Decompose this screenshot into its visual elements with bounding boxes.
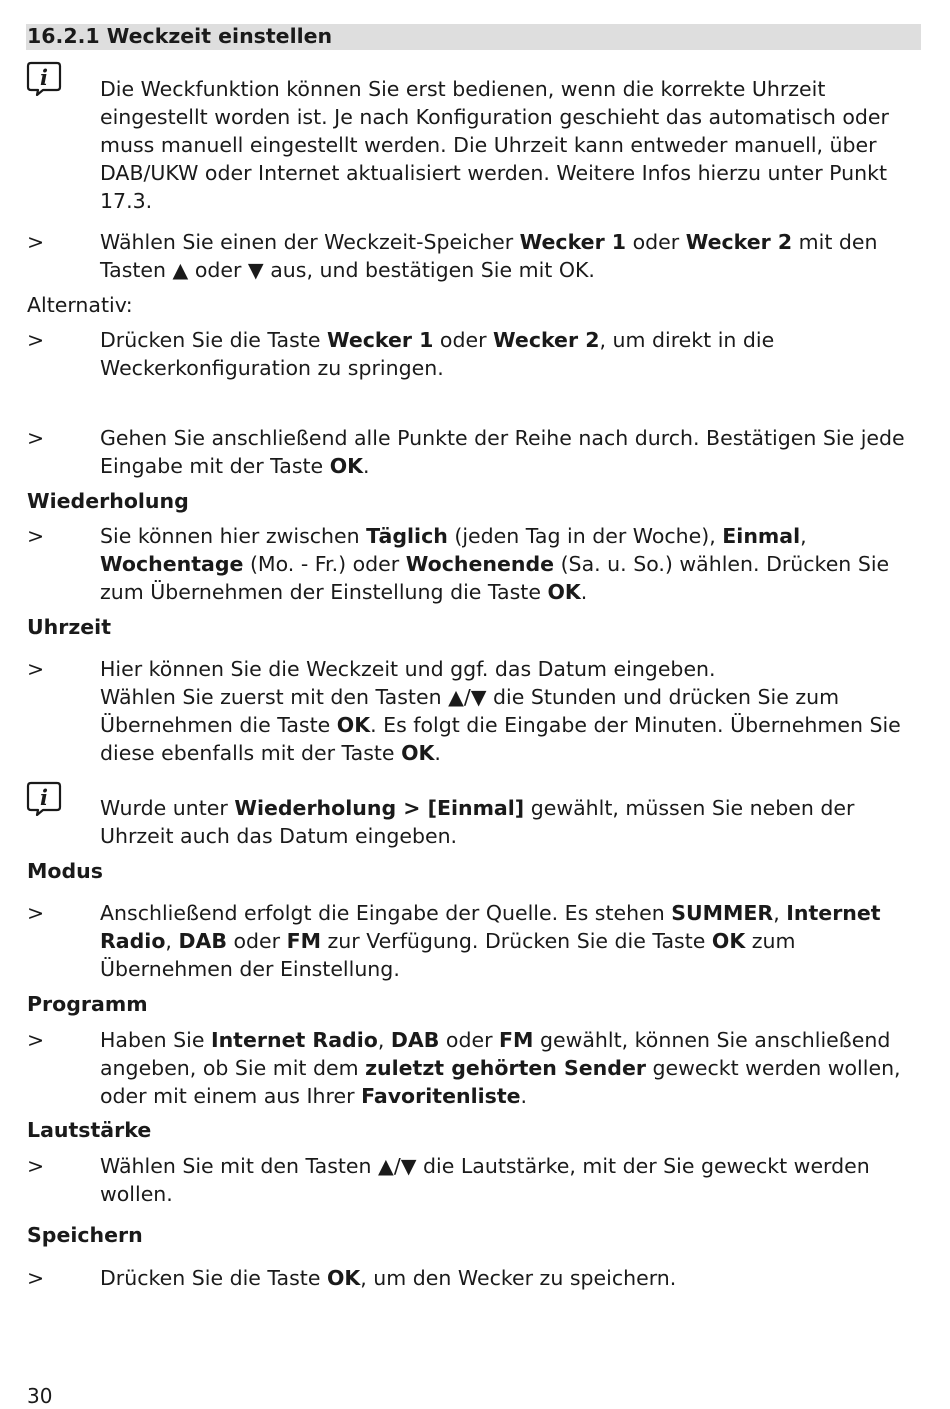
uhrzeit-text	[100, 655, 925, 767]
step-marker: >	[27, 1266, 45, 1290]
subheading-wiederholung: Wiederholung	[27, 489, 189, 513]
subheading-uhrzeit: Uhrzeit	[27, 615, 112, 639]
step-go-through: Gehen Sie anschließend alle Punkte der Reihe nach durch. Bestätigen Sie jede Eingabe mit der Taste OK.	[100, 426, 905, 478]
page-number: 30	[27, 1384, 53, 1408]
info-paragraph-1: Die Weckfunktion können Sie erst bedienen, wenn die korrekte Uhrzeit eingestellt worden ist. Je nach Konfiguration geschieht das automatisch oder muss manuell eingestellt werden. Die Uhrzeit kann entweder manuell, über DAB/UKW oder Internet aktualisiert werden. Weitere Infos hierzu unter Punkt 17.3.	[100, 77, 889, 213]
step-direct-key: Drücken Sie die Taste Wecker 1 oder Wecker 2, um direkt in die Weckerkonfiguration zu springen.	[100, 328, 775, 380]
step-select-alarm: Wählen Sie einen der Weckzeit-Speicher Wecker 1 oder Wecker 2 mit den Tasten ▲ oder ▼ aus, und bestätigen Sie mit OK.	[100, 230, 878, 282]
step-marker: >	[27, 328, 45, 352]
subheading-speichern: Speichern	[27, 1223, 143, 1247]
uhrzeit-line-2: Wählen Sie zuerst mit den Tasten ▲/▼ die Stunden und drücken Sie zum Übernehmen die Taste OK. Es folgt die Eingabe der Minuten. Übernehmen Sie diese ebenfalls mit der Taste OK.	[100, 685, 901, 765]
step-marker: >	[27, 901, 45, 925]
info-icon	[26, 780, 62, 816]
info-icon	[26, 60, 62, 96]
step-marker: >	[27, 524, 45, 548]
step-marker: >	[27, 657, 45, 681]
speichern-text: Drücken Sie die Taste OK, um den Wecker zu speichern.	[100, 1266, 677, 1290]
wiederholung-text: Sie können hier zwischen Täglich (jeden Tag in der Woche), Einmal, Wochentage (Mo. - Fr.) oder Wochenende (Sa. u. So.) wählen. Drücken Sie zum Übernehmen der Einstellung die Taste OK.	[100, 524, 890, 604]
info-paragraph-2: Wurde unter Wiederholung > [Einmal] gewählt, müssen Sie neben der Uhrzeit auch das Datum eingeben.	[100, 796, 855, 848]
subheading-modus: Modus	[27, 859, 103, 883]
step-marker: >	[27, 1154, 45, 1178]
programm-text: Haben Sie Internet Radio, DAB oder FM gewählt, können Sie anschließend angeben, ob Sie mit dem zuletzt gehörten Sender geweckt werden wollen, oder mit einem aus Ihrer Favoritenliste.	[100, 1028, 901, 1108]
subheading-lautstaerke: Lautstärke	[27, 1118, 152, 1142]
svg-text:i: i	[40, 785, 48, 810]
step-marker: >	[27, 426, 45, 450]
lautstaerke-text: Wählen Sie mit den Tasten ▲/▼ die Lautstärke, mit der Sie geweckt werden wollen.	[100, 1154, 870, 1206]
subheading-programm: Programm	[27, 992, 148, 1016]
step-marker: >	[27, 1028, 45, 1052]
section-heading: 16.2.1 Weckzeit einstellen	[27, 24, 333, 48]
step-marker: >	[27, 230, 45, 254]
modus-text: Anschließend erfolgt die Eingabe der Quelle. Es stehen SUMMER, Internet Radio, DAB oder FM zur Verfügung. Drücken Sie die Taste OK zum Übernehmen der Einstellung.	[100, 901, 881, 981]
alternativ-label: Alternativ:	[27, 293, 133, 317]
svg-text:i: i	[40, 65, 48, 90]
uhrzeit-line-1: Hier können Sie die Weckzeit und ggf. das Datum eingeben.	[100, 657, 716, 681]
